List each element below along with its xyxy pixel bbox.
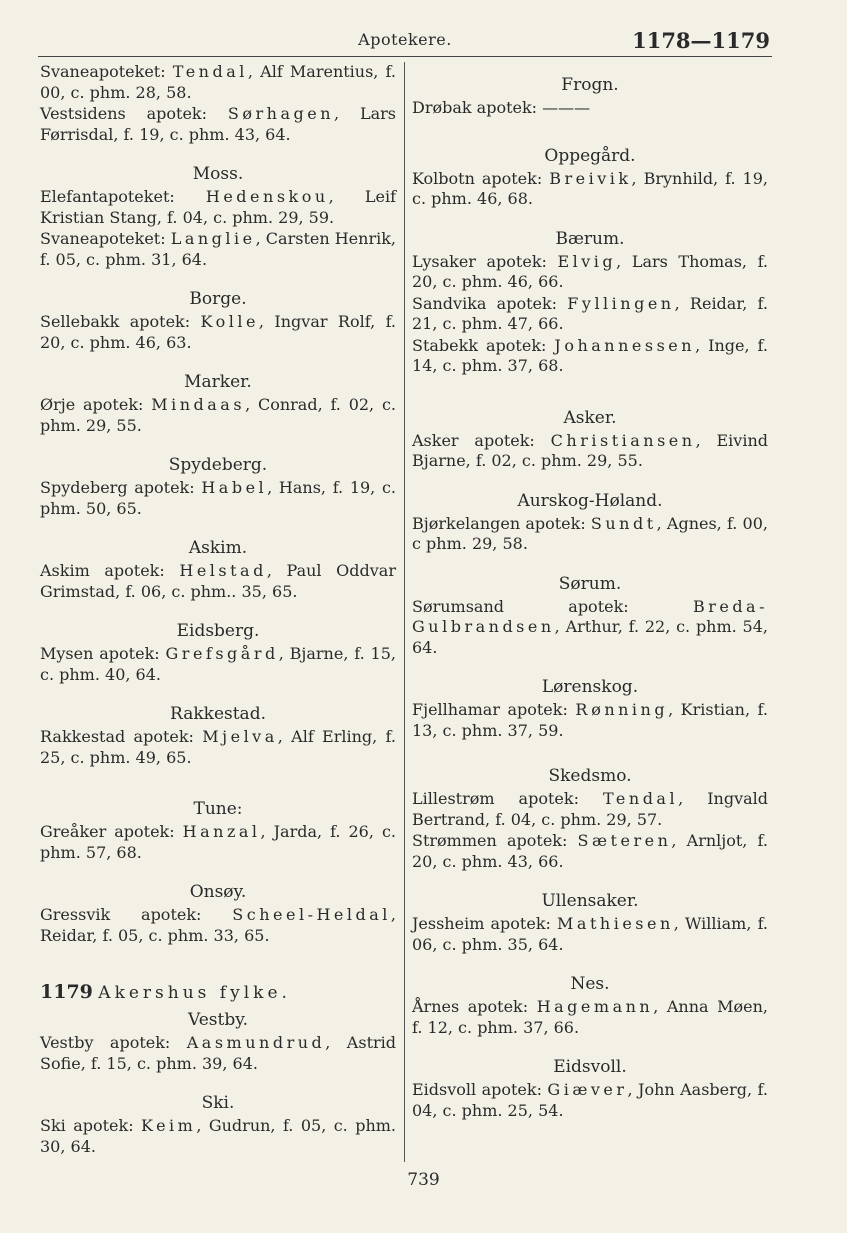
place-section bbox=[412, 490, 768, 555]
county-heading bbox=[40, 980, 396, 1005]
place-heading: Oppegård. bbox=[544, 145, 636, 166]
pharmacist-details: , Gudrun, f. 05, c. phm. 30, 64. bbox=[40, 1116, 397, 1156]
pharmacist-details: , Lars Førrisdal, f. 19, c. phm. 43, 64. bbox=[40, 104, 396, 144]
pharmacy-entry bbox=[412, 789, 768, 830]
pharmacist-details: , Brynhild, f. 19, c. phm. 46, 68. bbox=[412, 168, 769, 208]
pharmacy-entry bbox=[40, 905, 396, 946]
pharmacist-surname: Hagemann bbox=[536, 997, 654, 1016]
pharmacy-name: Lillestrøm apotek: bbox=[412, 789, 603, 808]
pharmacist-surname: Mjelva bbox=[202, 727, 278, 746]
pharmacy-entry bbox=[40, 644, 396, 685]
place-heading: Onsøy. bbox=[189, 882, 247, 902]
place-heading: Vestby. bbox=[188, 1010, 248, 1030]
pharmacist-details: , Bjarne, f. 15, c. phm. 40, 64. bbox=[40, 644, 396, 684]
pharmacist-surname: Hedenskou bbox=[205, 187, 329, 206]
pharmacy-entry bbox=[40, 727, 396, 768]
place-section bbox=[40, 288, 396, 353]
pharmacy-entry bbox=[412, 431, 768, 472]
pharmacist-details: , Ingvald Bertrand, f. 04, c. phm. 29, 57. bbox=[412, 789, 769, 829]
pharmacist-details: , Reidar, f. 05, c. phm. 33, 65. bbox=[40, 905, 396, 945]
pharmacist-details: , Jarda, f. 26, c. phm. 57, 68. bbox=[40, 822, 396, 862]
pharmacy-entry bbox=[412, 294, 768, 335]
pharmacy-name: Ørje apotek: bbox=[40, 395, 152, 414]
left-column bbox=[40, 62, 396, 1157]
pharmacy-entry bbox=[412, 98, 768, 119]
pharmacist-details: , Alf Marentius, f. 00, c. phm. 28, 58. bbox=[40, 62, 396, 102]
pharmacist-surname: Elvig bbox=[557, 251, 617, 271]
place-section bbox=[412, 228, 768, 377]
pharmacist-surname: Kolle bbox=[200, 312, 259, 331]
pharmacy-name: Lysaker apotek: bbox=[412, 251, 558, 271]
pharmacist-details: , Leif Kristian Stang, f. 04, c. phm. 29, 59. bbox=[40, 187, 396, 227]
page-header bbox=[40, 28, 770, 58]
pharmacist-surname: Keim bbox=[141, 1116, 197, 1135]
place-section bbox=[40, 163, 396, 270]
place-section bbox=[40, 537, 396, 602]
pharmacist-details: , Paul Oddvar Grimstad, f. 06, c. phm.. 35, 65. bbox=[40, 561, 396, 601]
pharmacist-surname: Helstad bbox=[179, 561, 267, 580]
pharmacy-entry bbox=[412, 700, 768, 741]
pharmacist-surname: Tendal bbox=[602, 789, 679, 808]
pharmacy-name: Sellebakk apotek: bbox=[40, 312, 201, 331]
running-title: Apotekere. bbox=[358, 30, 452, 49]
page-range: 1178—1179 bbox=[632, 28, 770, 53]
place-heading: Eidsberg. bbox=[176, 621, 260, 641]
pharmacy-name: Asker apotek: bbox=[412, 430, 551, 450]
pharmacist-surname: Rønning bbox=[575, 700, 669, 719]
pharmacist-surname: Grefsgård bbox=[165, 644, 279, 663]
pharmacist-details: , Arnljot, f. 20, c. phm. 43, 66. bbox=[412, 831, 768, 871]
place-heading: Tune: bbox=[193, 799, 243, 819]
pharmacist-surname: Aasmundrud bbox=[186, 1033, 326, 1052]
place-heading: Asker. bbox=[563, 407, 617, 428]
place-heading: Marker. bbox=[184, 372, 252, 392]
pharmacy-name: Kolbotn apotek: bbox=[412, 168, 550, 188]
pharmacy-entry bbox=[40, 229, 396, 270]
pharmacist-details: , Eivind Bjarne, f. 02, c. phm. 29, 55. bbox=[412, 430, 769, 470]
pharmacist-details: , William, f. 06, c. phm. 35, 64. bbox=[412, 914, 769, 954]
pharmacist-surname: Sundt bbox=[590, 513, 657, 533]
place-heading: Ullensaker. bbox=[541, 891, 639, 911]
place-section bbox=[40, 620, 396, 685]
pharmacist-details: , Anna Møen, f. 12, c. phm. 37, 66. bbox=[412, 997, 768, 1037]
pharmacy-entry bbox=[40, 187, 396, 228]
column-divider bbox=[404, 62, 405, 1162]
place-heading: Askim. bbox=[188, 538, 248, 558]
pharmacy-name: Stabekk apotek: bbox=[412, 335, 555, 355]
pharmacy-entry bbox=[40, 62, 396, 103]
pharmacy-entry bbox=[40, 561, 396, 602]
pharmacy-entry bbox=[412, 514, 768, 555]
pharmacy-entry bbox=[40, 312, 396, 353]
page-number: 739 bbox=[407, 1170, 440, 1190]
place-section bbox=[412, 765, 768, 872]
pharmacy-name: Rakkestad apotek: bbox=[40, 727, 203, 746]
place-heading: Rakkestad. bbox=[170, 704, 266, 724]
pharmacist-details: , Lars Thomas, f. 20, c. phm. 46, 66. bbox=[412, 251, 769, 291]
pharmacy-name: Bjørkelangen apotek: bbox=[412, 513, 591, 533]
county-title: Akershus fylke. bbox=[98, 983, 291, 1003]
pharmacy-entry bbox=[40, 395, 396, 436]
place-heading: Sørum. bbox=[558, 573, 622, 594]
pharmacy-name: Sørumsand apotek: bbox=[412, 596, 693, 616]
pharmacy-entry bbox=[412, 997, 768, 1038]
pharmacist-surname: Habel bbox=[201, 478, 268, 497]
place-section bbox=[40, 798, 396, 863]
pharmacy-entry bbox=[412, 914, 768, 955]
pharmacist-details: , Alf Erling, f. 25, c. phm. 49, 65. bbox=[40, 727, 396, 767]
pharmacist-surname: Mindaas bbox=[151, 395, 246, 414]
pharmacist-surname: Tendal bbox=[172, 62, 248, 81]
pharmacist-surname: Mathiesen bbox=[557, 914, 674, 933]
pharmacy-name: Årnes apotek: bbox=[412, 997, 537, 1016]
place-section bbox=[412, 145, 768, 210]
pharmacist-details: , Kristian, f. 13, c. phm. 37, 59. bbox=[412, 700, 768, 740]
pharmacist-details: ——— bbox=[542, 98, 591, 117]
pharmacist-surname: Johannessen bbox=[554, 335, 696, 355]
place-heading: Bærum. bbox=[555, 228, 625, 249]
pharmacy-entry bbox=[40, 478, 396, 519]
pharmacy-entry bbox=[412, 1080, 768, 1121]
pharmacy-name: Elefantapoteket: bbox=[40, 187, 206, 206]
pharmacy-name: Spydeberg apotek: bbox=[40, 478, 202, 497]
pharmacist-details: , Carsten Henrik, f. 05, c. phm. 31, 64. bbox=[40, 229, 396, 269]
pharmacist-surname: Breivik bbox=[549, 168, 632, 188]
county-number: 1179 bbox=[40, 981, 93, 1003]
pharmacist-details: , Hans, f. 19, c. phm. 50, 65. bbox=[40, 478, 397, 518]
place-section bbox=[412, 676, 768, 741]
place-heading: Spydeberg. bbox=[168, 455, 268, 475]
pharmacist-surname: Scheel-Heldal bbox=[232, 905, 391, 924]
pharmacy-entry bbox=[40, 1033, 396, 1074]
place-heading: Borge. bbox=[189, 289, 247, 309]
pharmacist-surname: Breda-Gulbrandsen bbox=[412, 596, 768, 636]
pharmacy-name: Gressvik apotek: bbox=[40, 905, 233, 924]
pharmacy-name: Vestsidens apotek: bbox=[40, 104, 228, 123]
pharmacy-entry bbox=[412, 252, 768, 293]
pharmacy-name: Eidsvoll apotek: bbox=[412, 1080, 548, 1099]
place-section bbox=[40, 1092, 396, 1157]
place-section bbox=[412, 890, 768, 955]
pharmacy-name: Ski apotek: bbox=[40, 1116, 142, 1135]
place-section bbox=[412, 1056, 768, 1121]
pharmacy-name: Drøbak apotek: bbox=[412, 98, 543, 117]
pharmacy-entry bbox=[40, 822, 396, 863]
place-section bbox=[40, 881, 396, 946]
pharmacy-name: Vestby apotek: bbox=[40, 1033, 187, 1052]
pharmacy-entry bbox=[412, 597, 768, 659]
place-heading: Ski. bbox=[201, 1093, 235, 1113]
pharmacist-details: , Inge, f. 14, c. phm. 37, 68. bbox=[412, 335, 768, 375]
place-heading: Lørenskog. bbox=[541, 677, 639, 697]
pharmacist-details: , Astrid Sofie, f. 15, c. phm. 39, 64. bbox=[40, 1033, 397, 1073]
entry-group bbox=[40, 62, 396, 145]
place-section bbox=[40, 454, 396, 519]
place-section bbox=[40, 1009, 396, 1074]
pharmacist-details: , Agnes, f. 00, c phm. 29, 58. bbox=[412, 513, 768, 553]
pharmacy-name: Jessheim apotek: bbox=[412, 914, 558, 933]
place-section bbox=[40, 371, 396, 436]
pharmacist-surname: Hanzal bbox=[182, 822, 261, 841]
pharmacist-surname: Sæteren bbox=[577, 831, 672, 850]
pharmacist-surname: Langlie bbox=[170, 229, 256, 248]
pharmacy-entry bbox=[40, 104, 396, 145]
place-section bbox=[412, 973, 768, 1038]
pharmacist-details: , Arthur, f. 22, c. phm. 54, 64. bbox=[412, 617, 768, 657]
place-heading: Frogn. bbox=[561, 75, 619, 95]
place-section bbox=[40, 703, 396, 768]
pharmacy-entry bbox=[412, 336, 768, 377]
place-section bbox=[412, 74, 768, 119]
place-heading: Eidsvoll. bbox=[553, 1057, 627, 1077]
pharmacist-details: , John Aasberg, f. 04, c. phm. 25, 54. bbox=[412, 1080, 768, 1120]
place-section bbox=[412, 407, 768, 472]
pharmacy-entry bbox=[412, 831, 768, 872]
right-column bbox=[412, 62, 768, 1121]
pharmacy-name: Svaneapoteket: bbox=[40, 62, 173, 81]
pharmacist-surname: Fyllingen bbox=[567, 293, 675, 313]
pharmacist-surname: Sørhagen bbox=[227, 104, 335, 123]
pharmacy-name: Greåker apotek: bbox=[40, 822, 183, 841]
pharmacist-details: , Conrad, f. 02, c. phm. 29, 55. bbox=[40, 395, 397, 435]
place-heading: Aurskog-Høland. bbox=[517, 490, 663, 511]
place-section bbox=[412, 573, 768, 659]
pharmacy-name: Strømmen apotek: bbox=[412, 831, 578, 850]
place-heading: Moss. bbox=[192, 164, 244, 184]
pharmacist-surname: Christiansen bbox=[550, 430, 696, 450]
pharmacy-name: Sandvika apotek: bbox=[412, 293, 568, 313]
place-heading: Skedsmo. bbox=[548, 766, 632, 786]
place-heading: Nes. bbox=[570, 974, 610, 994]
pharmacist-surname: Giæver bbox=[547, 1080, 628, 1099]
header-rule bbox=[38, 56, 772, 57]
pharmacy-name: Mysen apotek: bbox=[40, 644, 166, 663]
pharmacy-name: Askim apotek: bbox=[40, 561, 180, 580]
pharmacist-details: , Reidar, f. 21, c. phm. 47, 66. bbox=[412, 293, 768, 333]
pharmacist-details: , Ingvar Rolf, f. 20, c. phm. 46, 63. bbox=[40, 312, 397, 352]
pharmacy-entry bbox=[412, 169, 768, 210]
pharmacy-entry bbox=[40, 1116, 396, 1157]
pharmacy-name: Fjellhamar apotek: bbox=[412, 700, 576, 719]
pharmacy-name: Svaneapoteket: bbox=[40, 229, 171, 248]
